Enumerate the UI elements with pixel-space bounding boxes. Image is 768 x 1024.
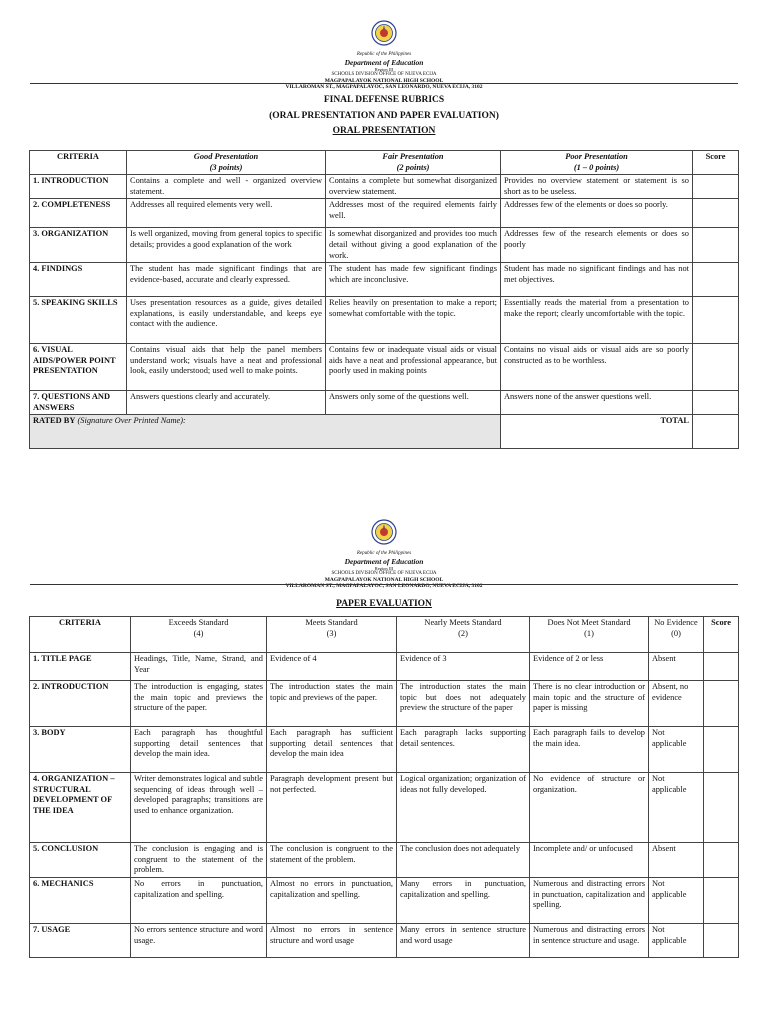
- no-evidence-header: No Evidence (0): [649, 617, 704, 653]
- rated-by-cell[interactable]: RATED BY (Signature Over Printed Name):: [30, 415, 501, 449]
- score-header: Score: [704, 617, 739, 653]
- criteria-header: CRITERIA: [30, 151, 127, 175]
- table-row: [30, 653, 739, 681]
- no-evidence-cell: Absent: [649, 843, 704, 878]
- good-cell: Is well organized, moving from general topics to specific details; provides a good explanation of the work: [127, 228, 326, 263]
- meets-cell: The introduction states the main topic and previews of the paper.: [267, 681, 397, 727]
- criteria-cell: 6. MECHANICS: [30, 878, 131, 924]
- not-meet-cell: No evidence of structure or organization.: [530, 773, 649, 843]
- table-row: [30, 297, 739, 344]
- poor-cell: Addresses few of the research elements or does so poorly: [501, 228, 693, 263]
- score-cell[interactable]: [704, 727, 739, 773]
- table-row: [30, 391, 739, 415]
- total-label: TOTAL: [501, 415, 693, 449]
- fair-cell: Contains a complete but somewhat disorganized overview statement.: [326, 175, 501, 199]
- region-text: Region III: [374, 566, 394, 571]
- exceeds-header: Exceeds Standard (4): [131, 617, 267, 653]
- header-rule: [30, 83, 738, 84]
- score-cell[interactable]: [693, 228, 739, 263]
- table-row: [30, 175, 739, 199]
- header-rule: [30, 584, 738, 585]
- school-name: MAGPAPALAYOK NATIONAL HIGH SCHOOL: [324, 577, 444, 583]
- good-header: Good Presentation (3 points): [127, 151, 326, 175]
- poor-cell: Contains no visual aids or visual aids are so poorly constructed as to be worthless.: [501, 344, 693, 391]
- oral-section-title: ORAL PRESENTATION: [332, 126, 436, 136]
- meets-cell: Almost no errors in punctuation, capitalization and spelling.: [267, 878, 397, 924]
- score-cell[interactable]: [704, 773, 739, 843]
- oral-titles: [0, 93, 768, 140]
- school-address: VILLAROMAN ST., MAGPAPALAYOC, SAN LEONARDO, NUEVA ECIJA, 3102: [285, 84, 483, 90]
- no-evidence-cell: Not applicable: [649, 773, 704, 843]
- score-cell[interactable]: [704, 843, 739, 878]
- oral-rubric-table: [29, 150, 739, 449]
- score-cell[interactable]: [704, 681, 739, 727]
- fair-cell: Contains few or inadequate visual aids or visual aids have a neat and professional appearance, but poorly used in making points: [326, 344, 501, 391]
- not-meet-cell: Each paragraph fails to develop the main idea.: [530, 727, 649, 773]
- score-cell[interactable]: [693, 344, 739, 391]
- paper-header-row: [30, 617, 739, 653]
- table-row: [30, 199, 739, 228]
- poor-cell: Student has made no significant findings and has not met objectives.: [501, 263, 693, 297]
- exceeds-cell: The introduction is engaging, states the main topic and previews the structure of the paper.: [131, 681, 267, 727]
- score-cell[interactable]: [693, 391, 739, 415]
- criteria-cell: 5. CONCLUSION: [30, 843, 131, 878]
- rated-by-row: [30, 415, 739, 449]
- document-title: FINAL DEFENSE RUBRICS: [323, 95, 445, 105]
- nearly-cell: Each paragraph lacks supporting detail sentences.: [397, 727, 530, 773]
- division-text: SCHOOLS DIVISION OFFICE OF NUEVA ECIJA: [331, 72, 437, 77]
- score-cell[interactable]: [693, 199, 739, 228]
- table-row: [30, 681, 739, 727]
- letterhead-top: [0, 20, 768, 91]
- no-evidence-cell: Not applicable: [649, 924, 704, 958]
- exceeds-cell: No errors sentence structure and word usage.: [131, 924, 267, 958]
- meets-cell: The conclusion is congruent to the statement of the problem.: [267, 843, 397, 878]
- no-evidence-cell: Not applicable: [649, 727, 704, 773]
- criteria-cell: 7. QUESTIONS AND ANSWERS: [30, 391, 127, 415]
- fair-cell: Is somewhat disorganized and provides too much detail without giving a good explanation of the work.: [326, 228, 501, 263]
- not-meet-cell: Numerous and distracting errors in punctuation, capitalization and spelling.: [530, 878, 649, 924]
- score-header: Score: [693, 151, 739, 175]
- good-cell: Contains a complete and well - organized overview statement.: [127, 175, 326, 199]
- no-evidence-cell: Absent, no evidence: [649, 681, 704, 727]
- table-row: [30, 878, 739, 924]
- criteria-cell: 4. FINDINGS: [30, 263, 127, 297]
- department-text: Department of Education: [344, 557, 424, 566]
- document-subtitle: (ORAL PRESENTATION AND PAPER EVALUATION): [269, 110, 499, 121]
- republic-text: Republic of the Philippines: [356, 551, 412, 556]
- poor-cell: Essentially reads the material from a presentation to make the report; clearly uncomfortable with the topic.: [501, 297, 693, 344]
- fair-cell: Addresses most of the required elements fairly well.: [326, 199, 501, 228]
- exceeds-cell: Headings, Title, Name, Strand, and Year: [131, 653, 267, 681]
- score-cell[interactable]: [693, 263, 739, 297]
- exceeds-cell: Writer demonstrates logical and subtle sequencing of ideas through well – developed paragraphs; transitions are used to enhance organization.: [131, 773, 267, 843]
- exceeds-cell: Each paragraph has thoughtful supporting detail sentences that develop the main idea.: [131, 727, 267, 773]
- not-meet-cell: Evidence of 2 or less: [530, 653, 649, 681]
- poor-cell: Answers none of the answer questions well.: [501, 391, 693, 415]
- criteria-cell: 3. ORGANIZATION: [30, 228, 127, 263]
- criteria-cell: 6. VISUAL AIDS/POWER POINT PRESENTATION: [30, 344, 127, 391]
- table-row: [30, 228, 739, 263]
- criteria-cell: 1. INTRODUCTION: [30, 175, 127, 199]
- table-row: [30, 727, 739, 773]
- nearly-cell: Logical organization; organization of ideas not fully developed.: [397, 773, 530, 843]
- oral-header-row: [30, 151, 739, 175]
- criteria-cell: 3. BODY: [30, 727, 131, 773]
- good-cell: Uses presentation resources as a guide, gives detailed explanations, is easily understandable, and keeps eye contact with the audience.: [127, 297, 326, 344]
- good-cell: Contains visual aids that help the panel members understand work; visuals have a neat and professional look, easily understood; used well to make points.: [127, 344, 326, 391]
- poor-cell: Addresses few of the elements or does so poorly.: [501, 199, 693, 228]
- fair-cell: Relies heavily on presentation to make a report; somewhat comfortable with the topic.: [326, 297, 501, 344]
- school-name: MAGPAPALAYOK NATIONAL HIGH SCHOOL: [324, 78, 444, 84]
- table-row: [30, 344, 739, 391]
- criteria-cell: 7. USAGE: [30, 924, 131, 958]
- region-text: Region III: [374, 67, 394, 72]
- fair-cell: The student has made few significant findings which are inconclusive.: [326, 263, 501, 297]
- paper-section-title: PAPER EVALUATION: [336, 599, 432, 609]
- fair-header: Fair Presentation (2 points): [326, 151, 501, 175]
- nearly-cell: Evidence of 3: [397, 653, 530, 681]
- table-row: [30, 773, 739, 843]
- table-row: [30, 263, 739, 297]
- not-meet-cell: Incomplete and/ or unfocused: [530, 843, 649, 878]
- not-meet-cell: There is no clear introduction or main topic and the structure of paper is missing: [530, 681, 649, 727]
- exceeds-cell: The conclusion is engaging and is congruent to the statement of the problem.: [131, 843, 267, 878]
- nearly-cell: The conclusion does not adequately: [397, 843, 530, 878]
- criteria-cell: 4. ORGANIZATION – STRUCTURAL DEVELOPMENT OF THE IDEA: [30, 773, 131, 843]
- republic-text: Republic of the Philippines: [356, 52, 412, 57]
- score-cell[interactable]: [693, 297, 739, 344]
- good-cell: Answers questions clearly and accurately.: [127, 391, 326, 415]
- fair-cell: Answers only some of the questions well.: [326, 391, 501, 415]
- school-address: VILLAROMAN ST., MAGPAPALAYOC, SAN LEONARDO, NUEVA ECIJA, 3102: [285, 583, 483, 589]
- not-meet-cell: Numerous and distracting errors in sentence structure and usage.: [530, 924, 649, 958]
- not-meet-header: Does Not Meet Standard (1): [530, 617, 649, 653]
- poor-header: Poor Presentation (1 – 0 points): [501, 151, 693, 175]
- score-cell[interactable]: [693, 175, 739, 199]
- no-evidence-cell: Absent: [649, 653, 704, 681]
- criteria-cell: 1. TITLE PAGE: [30, 653, 131, 681]
- letterhead-bottom: [0, 519, 768, 590]
- meets-cell: Almost no errors in sentence structure and word usage: [267, 924, 397, 958]
- criteria-header: CRITERIA: [30, 617, 131, 653]
- department-text: Department of Education: [344, 58, 424, 67]
- total-score-cell[interactable]: [693, 415, 739, 449]
- poor-cell: Provides no overview statement or statement is so short as to be useless.: [501, 175, 693, 199]
- meets-header: Meets Standard (3): [267, 617, 397, 653]
- paper-rubric-table: [29, 616, 739, 958]
- meets-cell: Each paragraph has sufficient supporting detail sentences that develop the main idea: [267, 727, 397, 773]
- criteria-cell: 5. SPEAKING SKILLS: [30, 297, 127, 344]
- score-cell[interactable]: [704, 653, 739, 681]
- score-cell[interactable]: [704, 924, 739, 958]
- meets-cell: Paragraph development present but not perfected.: [267, 773, 397, 843]
- nearly-cell: Many errors in punctuation, capitalization and spelling.: [397, 878, 530, 924]
- nearly-header: Nearly Meets Standard (2): [397, 617, 530, 653]
- table-row: [30, 924, 739, 958]
- table-row: [30, 843, 739, 878]
- division-text: SCHOOLS DIVISION OFFICE OF NUEVA ECIJA: [331, 571, 437, 576]
- no-evidence-cell: Not applicable: [649, 878, 704, 924]
- meets-cell: Evidence of 4: [267, 653, 397, 681]
- criteria-cell: 2. INTRODUCTION: [30, 681, 131, 727]
- good-cell: Addresses all required elements very well.: [127, 199, 326, 228]
- deped-seal-icon: [371, 519, 397, 545]
- nearly-cell: Many errors in sentence structure and word usage: [397, 924, 530, 958]
- good-cell: The student has made significant findings that are evidence-based, accurate and clearly expressed.: [127, 263, 326, 297]
- nearly-cell: The introduction states the main topic but does not adequately preview the structure of the paper: [397, 681, 530, 727]
- exceeds-cell: No errors in punctuation, capitalization and spelling.: [131, 878, 267, 924]
- criteria-cell: 2. COMPLETENESS: [30, 199, 127, 228]
- deped-seal-icon: [371, 20, 397, 46]
- score-cell[interactable]: [704, 878, 739, 924]
